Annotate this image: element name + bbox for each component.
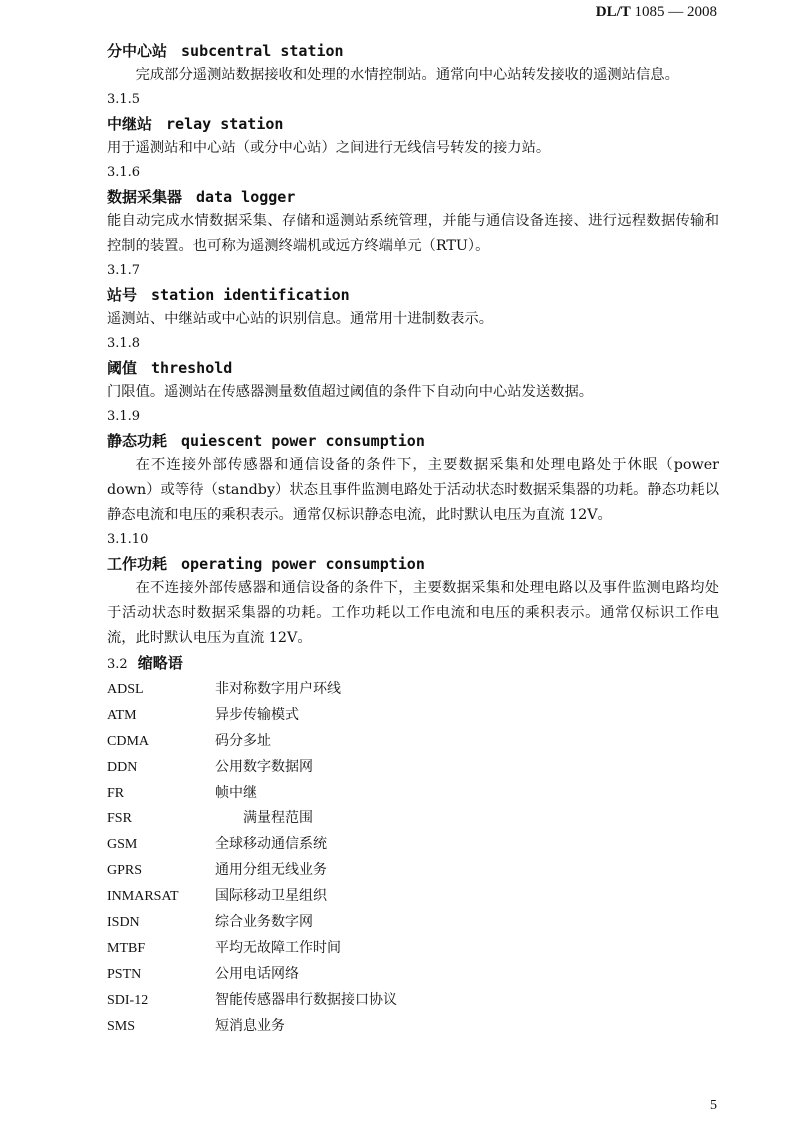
abbreviation-meaning: 非对称数字用户环线 bbox=[215, 681, 341, 697]
clause-number: 3.1.7 bbox=[107, 263, 141, 278]
abbreviation: ATM bbox=[107, 707, 137, 723]
abbreviation: ADSL bbox=[107, 682, 144, 697]
term-zh: 静态功耗 bbox=[107, 432, 168, 450]
term-en: operating power consumption bbox=[181, 555, 425, 573]
abbreviation: FR bbox=[107, 785, 125, 801]
abbreviation-row bbox=[107, 832, 719, 858]
abbreviation-meaning: 综合业务数字网 bbox=[215, 914, 313, 931]
term-heading bbox=[107, 112, 719, 136]
section-number: 3.2 bbox=[107, 657, 128, 672]
clause-number: 3.1.9 bbox=[107, 409, 141, 424]
abbreviation: GSM bbox=[107, 837, 138, 853]
abbreviation-meaning: 智能传感器串行数据接口协议 bbox=[215, 991, 397, 1008]
term-zh: 站号 bbox=[107, 286, 138, 304]
clause-number: 3.1.5 bbox=[107, 92, 141, 107]
term-en: threshold bbox=[151, 359, 233, 377]
section-title: 缩略语 bbox=[137, 654, 183, 672]
abbreviation-list bbox=[107, 677, 719, 1039]
abbreviation-row bbox=[107, 910, 719, 936]
abbreviation: ISDN bbox=[107, 915, 140, 931]
standard-number: 1085 — 2008 bbox=[630, 4, 717, 20]
term-definition: 能自动完成水情数据采集、存储和遥测站系统管理，并能与通信设备连接、进行远程数据传输和控制的装置。也可称为遥测终端机或远方终端单元（RTU）。 bbox=[107, 213, 719, 254]
term-en: data logger bbox=[196, 188, 296, 206]
abbreviation-meaning: 码分多址 bbox=[215, 732, 271, 749]
abbreviation-meaning: 国际移动卫星组织 bbox=[215, 888, 327, 905]
abbreviation: CDMA bbox=[107, 733, 150, 749]
abbreviation-meaning: 短消息业务 bbox=[215, 1017, 285, 1034]
term-heading bbox=[107, 356, 719, 380]
abbreviation-meaning: 满量程范围 bbox=[243, 810, 313, 827]
term-heading bbox=[107, 283, 719, 307]
abbreviation: SMS bbox=[107, 1018, 136, 1034]
term-heading bbox=[107, 429, 719, 453]
term-definition: 在不连接外部传感器和通信设备的条件下，主要数据采集和处理电路处于休眠（power down）或等待（standby）状态且事件监测电路处于活动状态时数据采集器的功耗。静态功耗以静态电流和电压的乘积表示。通常仅标识静态电流，此时默认电压为直流 12V。 bbox=[107, 457, 719, 523]
term-definition: 门限值。遥测站在传感器测量数值超过阈值的条件下自动向中心站发送数据。 bbox=[107, 384, 594, 400]
term-definition: 完成部分遥测站数据接收和处理的水情控制站。通常向中心站转发接收的遥测站信息。 bbox=[135, 67, 679, 83]
term-en: relay station bbox=[166, 115, 284, 133]
abbreviation: FSR bbox=[107, 811, 132, 827]
abbreviation: DDN bbox=[107, 759, 138, 775]
clause-number: 3.1.8 bbox=[107, 336, 141, 351]
section-heading bbox=[107, 651, 719, 675]
abbreviation: SDI-12 bbox=[107, 992, 149, 1008]
abbreviation: MTBF bbox=[107, 940, 146, 956]
clause-number: 3.1.6 bbox=[107, 165, 141, 180]
abbreviation-row bbox=[107, 1014, 719, 1040]
standard-prefix: DL/T bbox=[595, 4, 631, 20]
abbreviation-meaning: 异步传输模式 bbox=[215, 706, 299, 723]
abbreviation-row bbox=[107, 703, 719, 729]
page-number: 5 bbox=[710, 1098, 717, 1113]
term-zh: 中继站 bbox=[107, 115, 153, 133]
term-zh: 工作功耗 bbox=[107, 555, 168, 573]
abbreviation-row bbox=[107, 729, 719, 755]
abbreviation-meaning: 公用数字数据网 bbox=[215, 758, 313, 775]
abbreviation-row bbox=[107, 858, 719, 884]
term-heading bbox=[107, 39, 719, 63]
term-zh: 阈值 bbox=[107, 359, 138, 377]
abbreviation-row bbox=[107, 936, 719, 962]
abbreviation-meaning: 帧中继 bbox=[215, 784, 257, 801]
abbreviation: INMARSAT bbox=[107, 889, 179, 905]
abbreviation: PSTN bbox=[107, 966, 142, 982]
abbreviation: GPRS bbox=[107, 863, 143, 879]
term-en: station identification bbox=[151, 286, 350, 304]
term-definition: 遥测站、中继站或中心站的识别信息。通常用十进制数表示。 bbox=[107, 311, 494, 327]
term-en: subcentral station bbox=[181, 42, 344, 60]
abbreviation-row bbox=[107, 962, 719, 988]
term-en: quiescent power consumption bbox=[181, 432, 425, 450]
abbreviation-row bbox=[107, 884, 719, 910]
abbreviation-row bbox=[107, 806, 719, 832]
document-body bbox=[107, 39, 719, 1039]
abbreviation-meaning: 全球移动通信系统 bbox=[215, 836, 327, 853]
term-zh: 分中心站 bbox=[107, 42, 168, 60]
term-heading bbox=[107, 552, 719, 576]
page-header bbox=[596, 4, 717, 21]
abbreviation-row bbox=[107, 755, 719, 781]
clause-number: 3.1.10 bbox=[107, 532, 149, 547]
abbreviation-row bbox=[107, 988, 719, 1014]
term-definition: 用于遥测站和中心站（或分中心站）之间进行无线信号转发的接力站。 bbox=[107, 140, 551, 156]
abbreviation-meaning: 公用电话网络 bbox=[215, 965, 299, 982]
term-heading bbox=[107, 185, 719, 209]
term-definition: 在不连接外部传感器和通信设备的条件下，主要数据采集和处理电路以及事件监测电路均处于活动状态时数据采集器的功耗。工作功耗以工作电流和电压的乘积表示。通常仅标识工作电流，此时默认电压为直流 12V。 bbox=[107, 580, 719, 646]
abbreviation-row bbox=[107, 677, 719, 703]
abbreviation-row bbox=[107, 781, 719, 807]
term-zh: 数据采集器 bbox=[107, 188, 183, 206]
abbreviation-meaning: 平均无故障工作时间 bbox=[215, 939, 341, 956]
abbreviation-meaning: 通用分组无线业务 bbox=[215, 862, 327, 879]
